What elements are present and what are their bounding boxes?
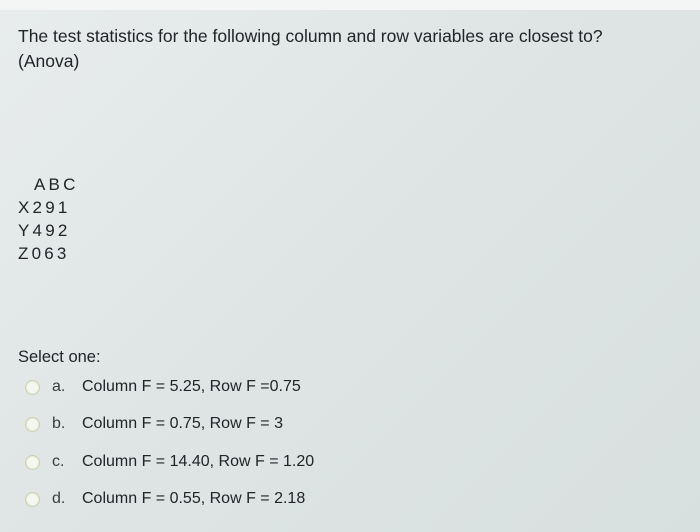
question-text	[18, 24, 658, 74]
option-letter: c.	[52, 453, 65, 470]
radio-button-d[interactable]	[25, 492, 40, 507]
table-header-row: ABC	[34, 175, 79, 194]
option-d[interactable]	[25, 486, 305, 512]
select-one-label: Select one:	[18, 348, 101, 366]
table-row-x: X291	[18, 198, 71, 217]
option-b[interactable]	[25, 411, 283, 437]
question-line-1: The test statistics for the following column and row variables are closest to?	[18, 26, 603, 46]
option-label: Column F = 14.40, Row F = 1.20	[82, 453, 315, 470]
data-table	[18, 173, 79, 265]
question-line-2: (Anova)	[18, 51, 80, 71]
table-row-y: Y492	[18, 221, 71, 240]
option-letter: a.	[52, 378, 66, 395]
radio-button-c[interactable]	[25, 455, 40, 470]
option-a[interactable]	[25, 374, 301, 400]
option-letter: b.	[52, 415, 66, 432]
option-label: Column F = 0.55, Row F = 2.18	[82, 490, 306, 507]
radio-button-a[interactable]	[25, 380, 40, 395]
option-label: Column F = 0.75, Row F = 3	[82, 415, 283, 432]
radio-button-b[interactable]	[25, 417, 40, 432]
table-row-z: Z063	[18, 244, 70, 263]
option-letter: d.	[52, 490, 66, 507]
option-c[interactable]	[25, 449, 314, 475]
option-label: Column F = 5.25, Row F =0.75	[82, 378, 301, 395]
